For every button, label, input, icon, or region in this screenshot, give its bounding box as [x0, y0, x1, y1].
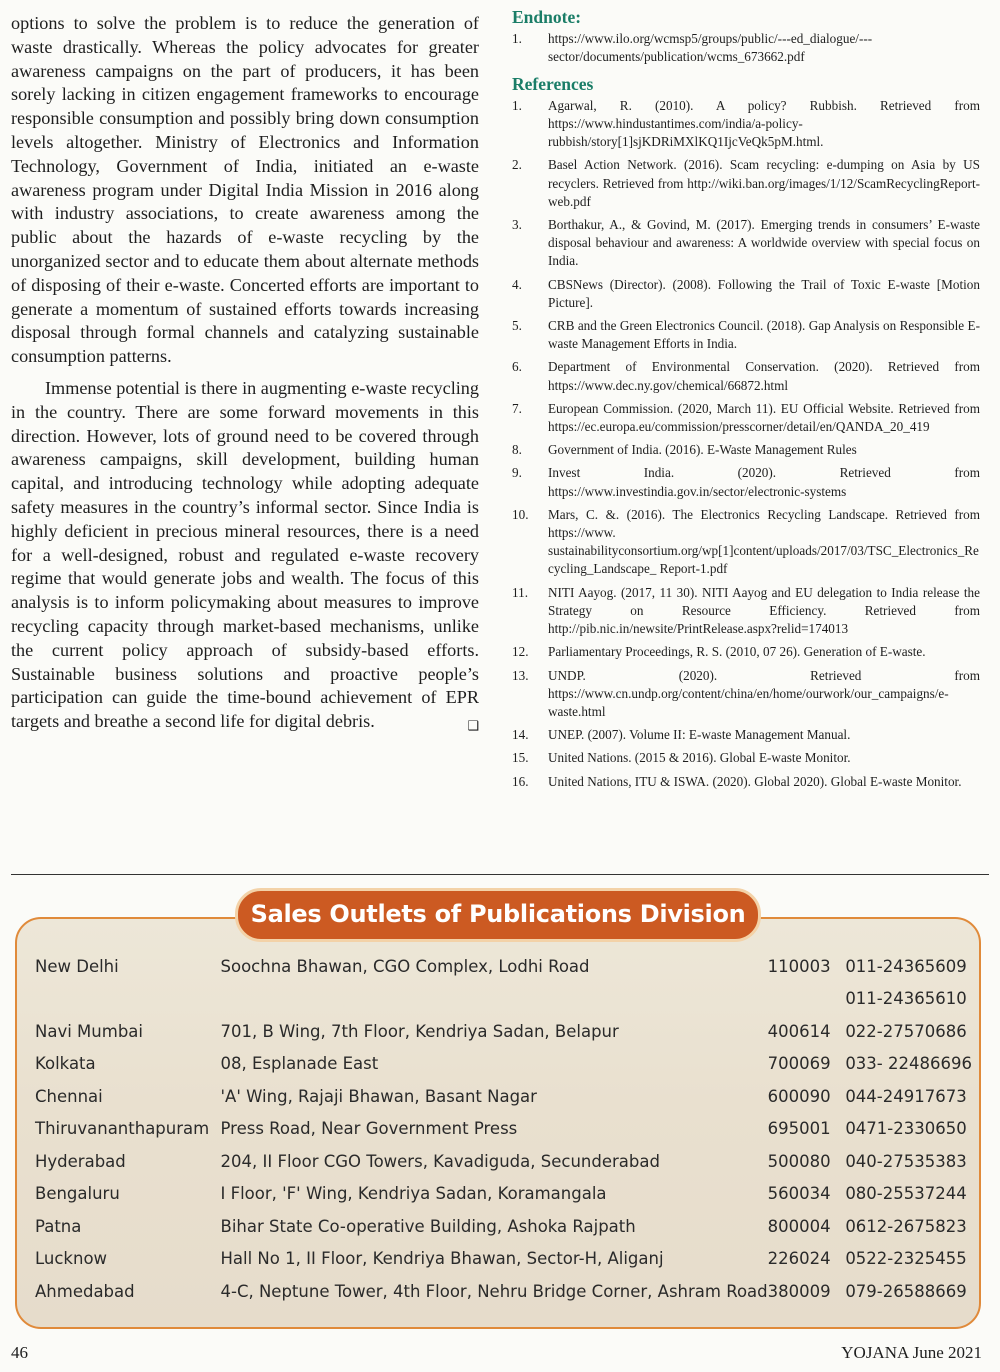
outlet-row	[26, 950, 972, 983]
reference-item	[512, 216, 980, 271]
outlet-address: I Floor, 'F' Wing, Kendriya Sadan, Koramangala	[220, 1184, 607, 1204]
endnote-list	[512, 30, 980, 66]
reference-item	[512, 400, 980, 436]
reference-item	[512, 667, 980, 722]
reference-item	[512, 643, 980, 661]
reference-text: Parliamentary Proceedings, R. S. (2010, 07 26). Generation of E-waste.	[548, 644, 926, 660]
outlet-phone: 079-26588669	[845, 1281, 967, 1301]
outlet-row	[26, 1210, 972, 1243]
article-body	[11, 12, 479, 739]
outlet-city: Patna	[35, 1216, 82, 1236]
endnote-heading: Endnote:	[512, 7, 582, 27]
outlet-row	[26, 983, 972, 1016]
sales-outlets-table	[26, 950, 972, 1308]
reference-text: UNDP. (2020). Retrieved from https://www.cn.undp.org/content/china/en/home/ourwork/our_campaigns/e-waste.html	[548, 667, 980, 719]
endnote-item	[512, 30, 980, 66]
body-paragraph: options to solve the problem is to reduce the generation of waste drastically. Whereas the policy advocates for greater awareness campaigns on the part of producers, it has been sorely lacking in citizen engagement frameworks to encourage responsible consumption and possibly bring down consumption levels altogether. Ministry of Electronics and Information Technology, Government of India, initiated an e-waste awareness program under Digital India Mission in 2016 along with industry associations, to create awareness among the public about the hazards of e-waste recycling by the unorganized sector and to educate them about alternate methods of disposing of their e-waste. Concerted efforts are important to generate a momentum of sustained efforts towards increasing disposal through formal channels and catalyzing sustainable consumption patterns.	[11, 13, 479, 367]
outlet-pin: 600090	[767, 1086, 831, 1106]
reference-item	[512, 97, 980, 152]
outlet-pin: 500080	[767, 1151, 831, 1171]
reference-item	[512, 726, 980, 744]
outlet-row	[26, 1015, 972, 1048]
outlet-address: 4-C, Neptune Tower, 4th Floor, Nehru Bridge Corner, Ashram Road	[220, 1281, 768, 1301]
reference-number: 9.	[512, 465, 522, 481]
reference-item	[512, 749, 980, 767]
reference-text: CRB and the Green Electronics Council. (2018). Gap Analysis on Responsible E-waste Management Efforts in India.	[548, 318, 980, 352]
outlet-address: 08, Esplanade East	[220, 1054, 379, 1074]
page-number: 46	[11, 1343, 28, 1362]
reference-text: Basel Action Network. (2016). Scam recycling: e-dumping on Asia by US recyclers. Retrieved from http://wiki.ban.org/images/1/12/ScamRecyclingReport-web.pdf	[548, 157, 980, 209]
reference-text: Mars, C. &. (2016). The Electronics Recycling Landscape. Retrieved from https://www. sustainabilityconsortium.org/wp[1]content/uploads/2017/03/TSC_Electronics_Recycling_Landscape_ Report-1.pdf	[548, 506, 980, 577]
outlet-row	[26, 1145, 972, 1178]
reference-number: 16.	[512, 773, 529, 789]
reference-number: 8.	[512, 442, 522, 458]
outlet-pin	[768, 983, 846, 1016]
outlet-pin: 560034	[767, 1184, 831, 1204]
outlet-pin: 800004	[767, 1216, 831, 1236]
reference-number: 15.	[512, 750, 529, 766]
outlet-city: New Delhi	[35, 956, 119, 976]
reference-text: Agarwal, R. (2010). A policy? Rubbish. Retrieved from https://www.hindustantimes.com/india/a-policy-rubbish/story[1]sjKDRiMXlKQ1IjcVeQk5pM.html.	[548, 97, 980, 150]
reference-number: 10.	[512, 506, 529, 522]
outlet-address: Bihar State Co-operative Building, Ashoka Rajpath	[220, 1216, 636, 1236]
reference-item	[512, 276, 980, 312]
outlet-address: 204, II Floor CGO Towers, Kavadiguda, Secunderabad	[220, 1151, 660, 1171]
reference-number: 13.	[512, 667, 529, 683]
magazine-footer: YOJANA June 2021	[841, 1343, 982, 1362]
end-mark-icon: ❑	[467, 719, 479, 735]
outlet-address: Hall No 1, II Floor, Kendriya Bhawan, Sector-H, Aliganj	[220, 1249, 664, 1269]
reference-number: 2.	[512, 157, 522, 173]
references-heading: References	[512, 73, 594, 94]
outlet-phone: 0471-2330650	[845, 1119, 967, 1139]
outlet-row	[26, 1113, 972, 1146]
reference-text: UNEP. (2007). Volume II: E-waste Management Manual.	[548, 727, 851, 743]
reference-text: European Commission. (2020, March 11). EU Official Website. Retrieved from https://ec.europa.eu/commission/presscorner/detail/en/QANDA_20_419	[548, 400, 980, 435]
outlet-address: 701, B Wing, 7th Floor, Kendriya Sadan, Belapur	[220, 1021, 619, 1041]
outlet-city: Chennai	[35, 1086, 103, 1106]
reference-text: CBSNews (Director). (2008). Following the Trail of Toxic E-waste [Motion Picture].	[548, 276, 980, 310]
body-paragraph	[11, 377, 479, 734]
reference-number: 1.	[512, 97, 522, 113]
outlet-city: Thiruvananthapuram	[35, 1119, 210, 1139]
outlet-pin: 110003	[767, 956, 831, 976]
references-list	[512, 97, 980, 791]
outlet-phone: 011-24365609	[845, 956, 967, 976]
endnote-text: https://www.ilo.org/wcmsp5/groups/public/---ed_dialogue/---sector/documents/publication/wcms_673662.pdf	[548, 31, 873, 65]
reference-text: Department of Environmental Conservation. (2020). Retrieved from https://www.dec.ny.gov/chemical/66872.html	[548, 359, 980, 393]
outlet-phone: 044-24917673	[845, 1086, 967, 1106]
outlet-city: Hyderabad	[35, 1151, 126, 1171]
outlet-pin: 380009	[767, 1281, 831, 1301]
reference-number: 4.	[512, 276, 522, 292]
reference-text: United Nations. (2015 & 2016). Global E-waste Monitor.	[548, 750, 851, 766]
outlet-phone: 0522-2325455	[845, 1249, 967, 1269]
outlet-city: Lucknow	[35, 1249, 108, 1269]
endnote-number: 1.	[512, 31, 522, 47]
outlet-phone: 0612-2675823	[845, 1216, 967, 1236]
reference-number: 6.	[512, 359, 522, 375]
reference-item	[512, 156, 980, 211]
outlet-address: Soochna Bhawan, CGO Complex, Lodhi Road	[220, 956, 590, 976]
outlet-city: Kolkata	[35, 1054, 96, 1074]
outlet-address: Press Road, Near Government Press	[220, 1119, 518, 1139]
outlet-city: Navi Mumbai	[35, 1021, 143, 1041]
reference-item	[512, 464, 980, 500]
outlet-pin: 226024	[767, 1249, 831, 1269]
sales-outlets-title: Sales Outlets of Publications Division	[235, 888, 761, 942]
reference-text: United Nations, ITU & ISWA. (2020). Global 2020). Global E-waste Monitor.	[548, 773, 962, 789]
reference-item	[512, 358, 980, 394]
outlet-phone: 011-24365610	[845, 989, 967, 1009]
outlet-row	[26, 1178, 972, 1211]
outlet-city: Bengaluru	[35, 1184, 120, 1204]
reference-item	[512, 317, 980, 353]
reference-item	[512, 506, 980, 579]
outlet-phone: 080-25537244	[845, 1184, 967, 1204]
outlet-row	[26, 1080, 972, 1113]
section-divider	[11, 874, 989, 875]
reference-number: 11.	[512, 584, 528, 600]
reference-item	[512, 773, 980, 791]
reference-text: Government of India. (2016). E-Waste Management Rules	[548, 442, 857, 458]
reference-item	[512, 441, 980, 459]
outlet-address	[221, 983, 768, 1016]
reference-text: Borthakur, A., & Govind, M. (2017). Emerging trends in consumers’ E-waste disposal behaviour and awareness: A worldwide overview with special focus on India.	[548, 217, 980, 269]
outlet-row	[26, 1275, 972, 1308]
reference-number: 5.	[512, 318, 522, 334]
notes-column	[512, 8, 980, 796]
outlet-city	[26, 983, 221, 1016]
reference-number: 14.	[512, 727, 529, 743]
reference-item	[512, 584, 980, 639]
outlet-phone: 040-27535383	[845, 1151, 967, 1171]
reference-text: NITI Aayog. (2017, 11 30). NITI Aayog and EU delegation to India release the Strategy on Resource Efficiency. Retrieved from http://pib.nic.in/newsite/PrintRelease.aspx?relid=174013	[548, 584, 980, 637]
outlet-address: 'A' Wing, Rajaji Bhawan, Basant Nagar	[220, 1086, 537, 1106]
reference-text: Invest India. (2020). Retrieved from https://www.investindia.gov.in/sector/electronic-systems	[548, 465, 980, 499]
reference-number: 12.	[512, 644, 529, 660]
outlet-pin: 700069	[767, 1054, 831, 1074]
body-paragraph-text: Immense potential is there in augmenting e-waste recycling in the country. There are some forward movements in this direction. However, lots of ground need to be covered through awareness campaigns, skill development, building human capital, and introducing technology while adopting adequate safety measures in the country’s informal sector. Since India is highly deficient in precious mineral resources, there is a need for a well-designed, robust and regulated e-waste recovery regime that would generate jobs and wealth. The focus of this analysis is to inform policymaking about measures to improve recycling capacity through market-based mechanisms, unlike the current policy approach of subsidy-based efforts. Sustainable business solutions and proactive people’s participation can guide the time-bound achievement of EPR targets and breathe a second life for digital debris.	[11, 377, 479, 732]
outlet-phone: 033- 22486696	[845, 1054, 972, 1074]
outlet-city: Ahmedabad	[35, 1281, 135, 1301]
outlet-phone: 022-27570686	[845, 1021, 967, 1041]
reference-number: 7.	[512, 400, 522, 416]
outlet-row	[26, 1048, 972, 1081]
reference-number: 3.	[512, 217, 522, 233]
outlet-row	[26, 1243, 972, 1276]
outlet-pin: 400614	[767, 1021, 831, 1041]
outlet-pin: 695001	[767, 1119, 831, 1139]
